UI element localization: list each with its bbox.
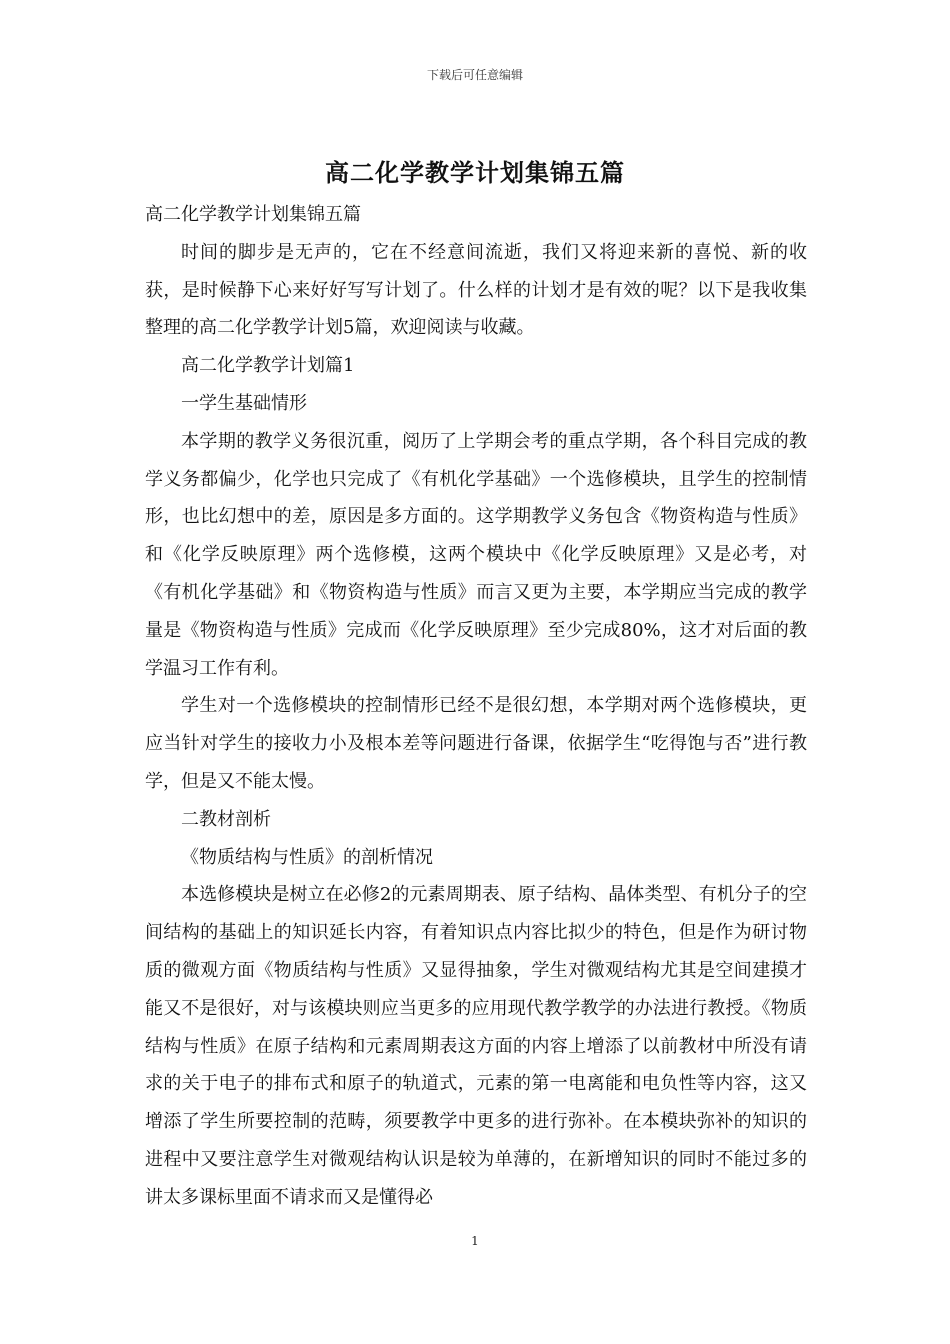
section-heading-textbook-analysis: 二教材剖析 <box>181 808 271 830</box>
body-paragraph: 学生对一个选修模块的控制情形已经不是很幻想，本学期对两个选修模块，更应当针对学生的接收力小及根本差等问题进行备课，依据学生“吃得饱与否”进行教学，但是又不能太慢。 <box>145 695 807 792</box>
subsection-heading: 《物质结构与性质》的剖析情况 <box>181 846 433 868</box>
page-number: 1 <box>471 1234 479 1248</box>
document-title: 高二化学教学计划集锦五篇 <box>325 158 625 187</box>
header-note: 下载后可任意编辑 <box>426 68 523 82</box>
section-heading-student-basis: 一学生基础情形 <box>181 392 307 414</box>
document-body <box>145 196 807 1217</box>
body-paragraph: 本选修模块是树立在必修2的元素周期表、原子结构、晶体类型、有机分子的空间结构的基础上的知识延长内容，有着知识点内容比拟少的特色，但是作为研讨物质的微观方面《物质结构与性质》又显得抽象，学生对微观结构尤其是空间建摸才能又不是很好，对与该模块则应当更多的应用现代教学教学的办法进行教授。《物质结构与性质》在原子结构和元素周期表这方面的内容上增添了以前教材中所没有请求的关于电子的排布式和原子的轨道式，元素的第一电离能和电负性等内容，这又增添了学生所要控制的范畴，须要教学中更多的进行弥补。在本模块弥补的知识的进程中又要注意学生对微观结构认识是较为单薄的，在新增知识的同时不能过多的讲太多课标里面不请求而又是懂得必 <box>145 884 807 1208</box>
subtitle-paragraph: 高二化学教学计划集锦五篇 <box>145 204 361 225</box>
intro-paragraph: 时间的脚步是无声的，它在不经意间流逝，我们又将迎来新的喜悦、新的收获，是时候静下心来好好写写计划了。什么样的计划才是有效的呢？以下是我收集整理的高二化学教学计划5篇，欢迎阅读与收藏。 <box>145 241 807 339</box>
body-paragraph: 本学期的教学义务很沉重，阅历了上学期会考的重点学期，各个科目完成的教学义务都偏少，化学也只完成了《有机化学基础》一个选修模块，且学生的控制情形，也比幻想中的差，原因是多方面的。这学期教学义务包含《物资构造与性质》和《化学反映原理》两个选修模，这两个模块中《化学反映原理》又是必考，对《有机化学基础》和《物资构造与性质》而言又更为主要，本学期应当完成的教学量是《物资构造与性质》完成而《化学反映原理》至少完成80%，这才对后面的教学温习工作有利。 <box>145 430 807 679</box>
section-heading-plan-1: 高二化学教学计划篇1 <box>181 355 355 377</box>
